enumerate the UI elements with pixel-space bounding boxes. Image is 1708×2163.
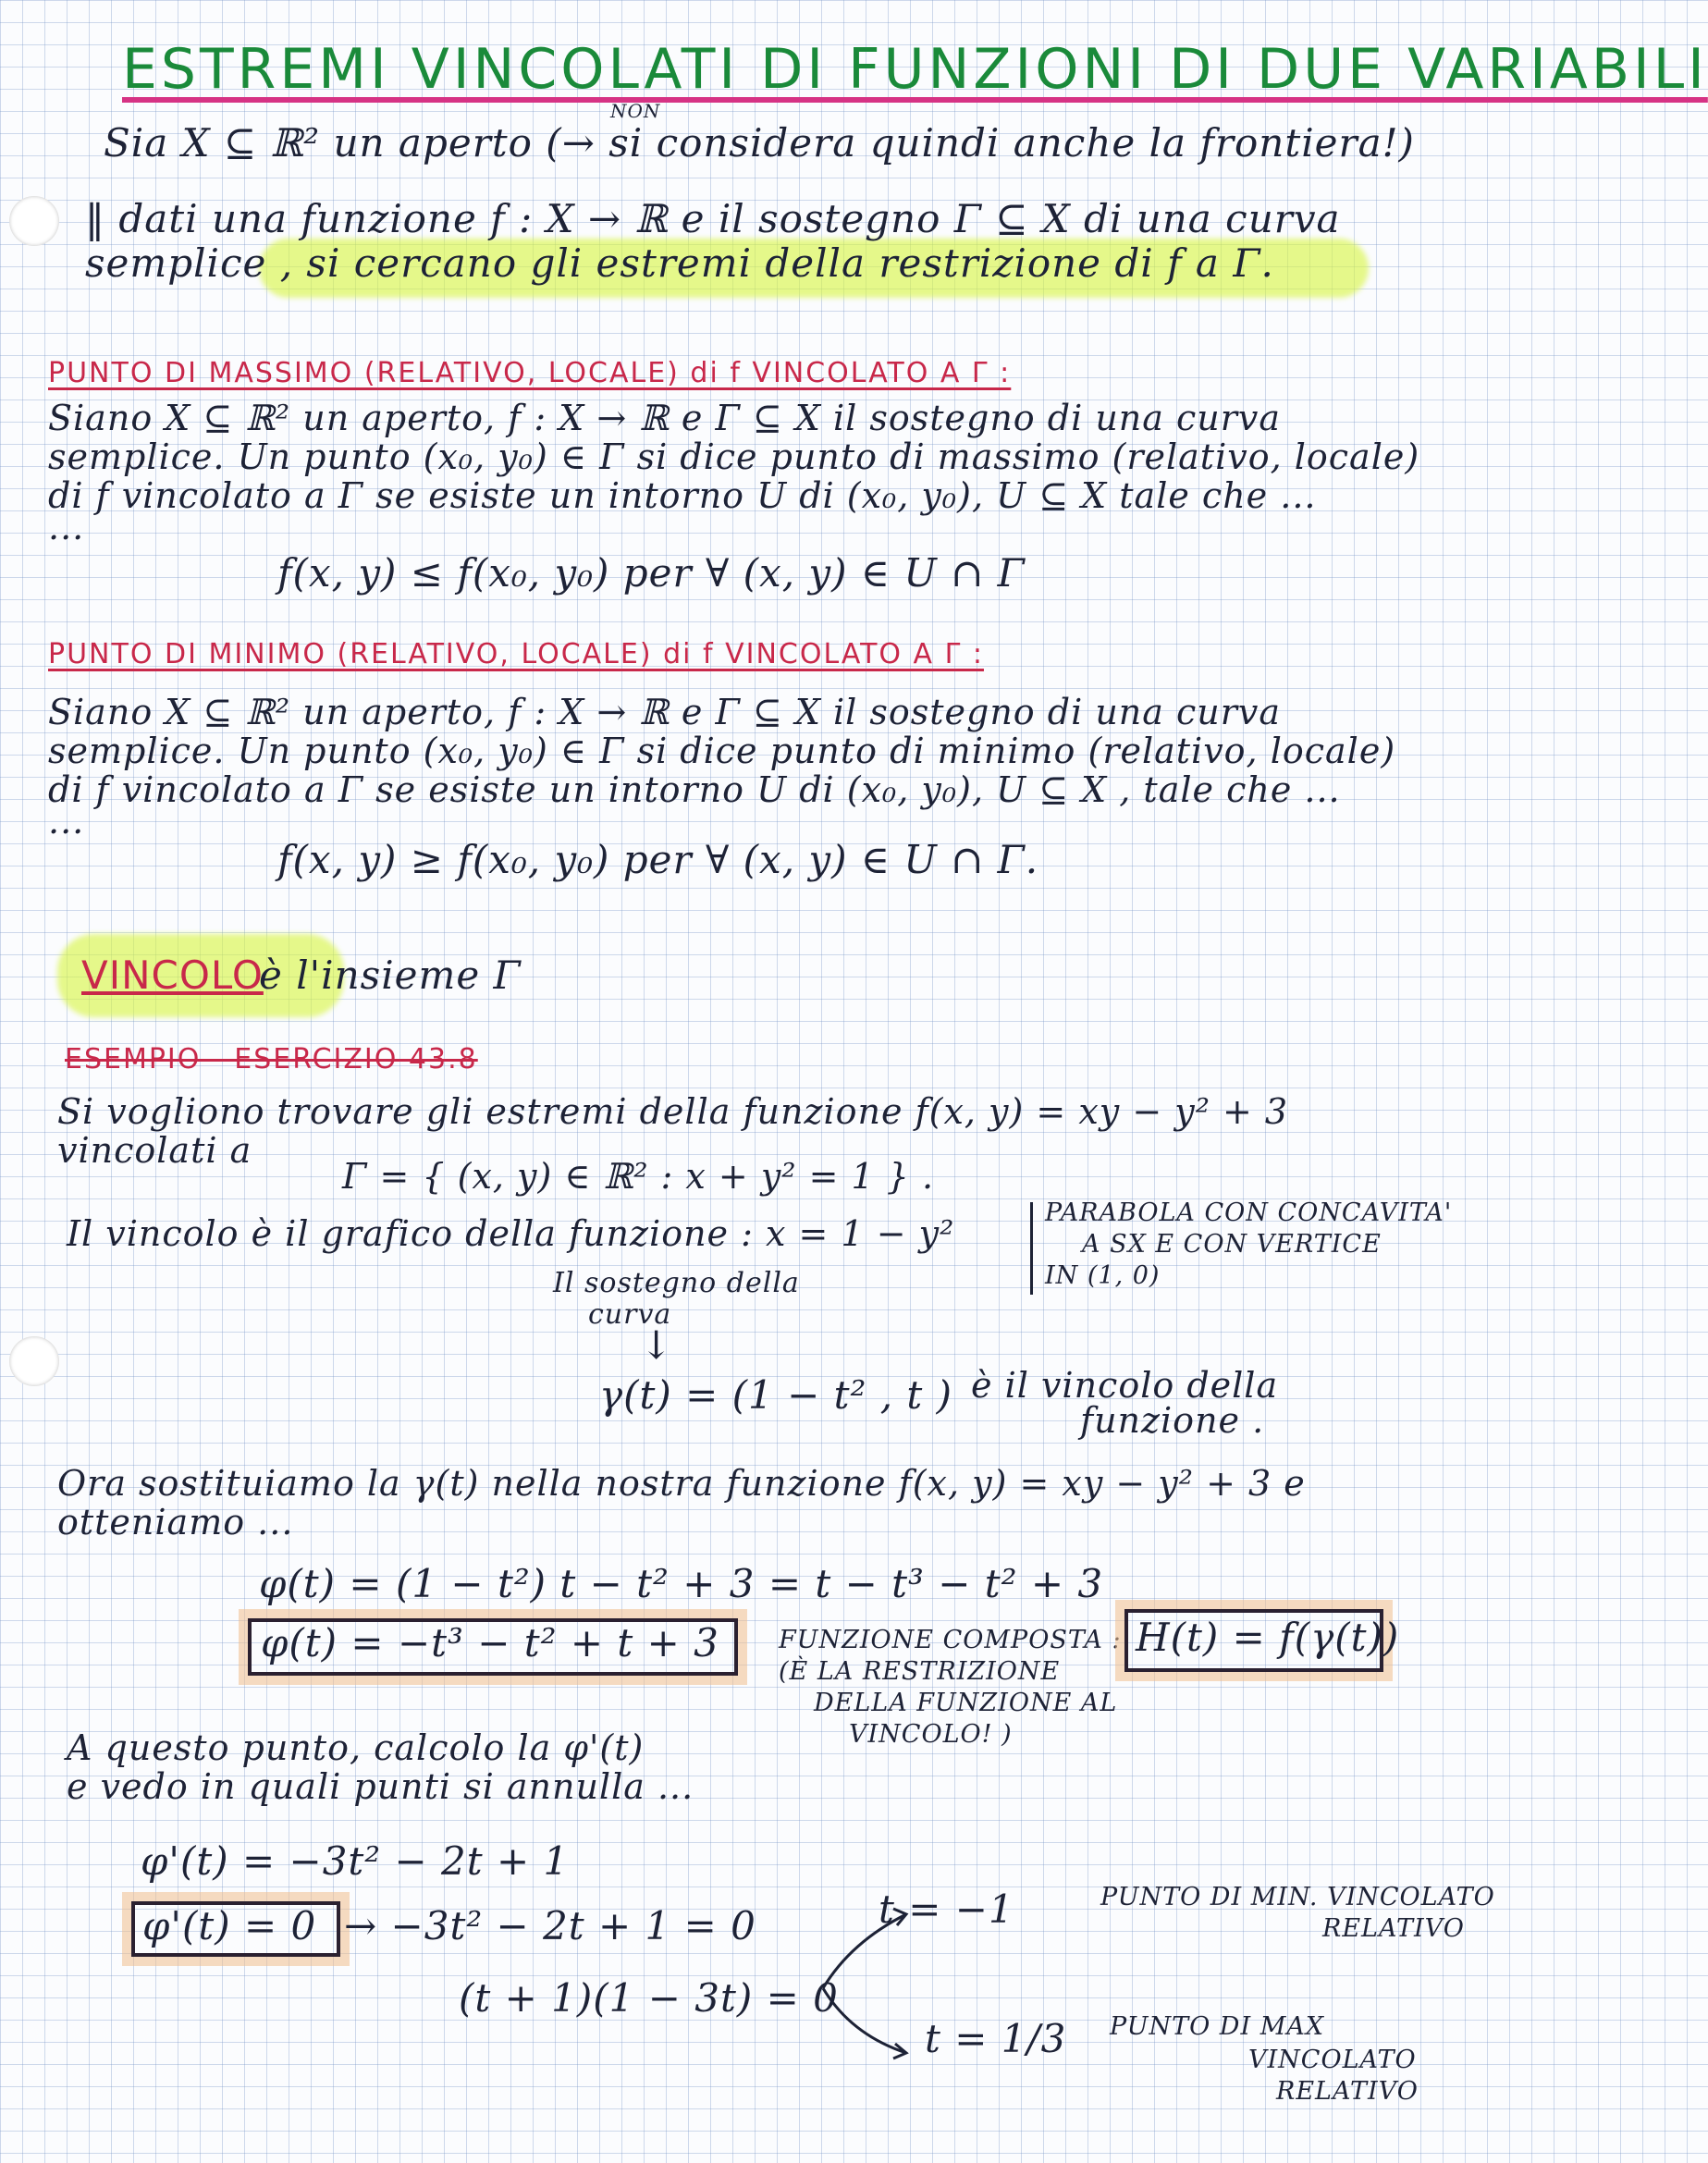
composition-formula: H(t) = f(γ(t)) xyxy=(1136,1615,1400,1660)
max-definition-heading: PUNTO DI MASSIMO (RELATIVO, LOCALE) di f VINCOLATO A Γ : xyxy=(48,357,1012,389)
derivative: φ'(t) = −3t² − 2t + 1 xyxy=(141,1838,570,1884)
non-annotation: NON xyxy=(610,100,661,122)
max-definition-line-2: semplice. Un punto (x₀, y₀) ∈ Γ si dice punto di massimo (relativo, locale) xyxy=(48,436,1420,477)
composition-note-2: (È LA RESTRIZIONE xyxy=(779,1657,1061,1686)
phi-result: φ(t) = −t³ − t² + t + 3 xyxy=(261,1620,719,1665)
intro-line-1: Sia X ⊆ ℝ² un aperto (→ si considera quindi anche la frontiera!) xyxy=(104,120,1415,166)
vincolo-definition: è l'insieme Γ xyxy=(259,952,522,998)
example-line-4: Ora sostituiamo la γ(t) nella nostra funzione f(x, y) = xy − y² + 3 e xyxy=(57,1463,1306,1504)
intro-line-2: ‖ dati una funzione f : X → ℝ e il sostegno Γ ⊆ X di una curva xyxy=(85,196,1341,241)
max-definition-formula: f(x, y) ≤ f(x₀, y₀) per ∀ (x, y) ∈ U ∩ Γ xyxy=(277,550,1026,596)
example-line-2b: Γ = { (x, y) ∈ ℝ² : x + y² = 1 } . xyxy=(342,1156,935,1197)
solution-t2: t = 1/3 xyxy=(925,2016,1067,2061)
binder-hole xyxy=(9,196,59,246)
binder-hole xyxy=(9,1336,59,1386)
composition-note-3: DELLA FUNZIONE AL xyxy=(814,1689,1118,1717)
min-definition-line-1: Siano X ⊆ ℝ² un aperto, f : X → ℝ e Γ ⊆ X il sostegno di una curva xyxy=(48,692,1282,732)
t2-note-1: PUNTO DI MAX xyxy=(1110,2012,1325,2041)
max-definition-line-1: Siano X ⊆ ℝ² un aperto, f : X → ℝ e Γ ⊆ X il sostegno di una curva xyxy=(48,398,1282,438)
down-arrow-icon: ↓ xyxy=(640,1322,674,1368)
example-line-2a: vincolati a xyxy=(57,1130,252,1171)
factored-equation: (t + 1)(1 − 3t) = 0 xyxy=(459,1975,839,2021)
page-title: ESTREMI VINCOLATI DI FUNZIONI DI DUE VARIABILI xyxy=(122,37,1708,102)
min-definition-formula: f(x, y) ≥ f(x₀, y₀) per ∀ (x, y) ∈ U ∩ Γ. xyxy=(277,837,1039,882)
example-line-3: Il vincolo è il grafico della funzione : x = 1 − y² xyxy=(67,1213,955,1254)
parabola-note-3: IN (1, 0) xyxy=(1045,1261,1161,1290)
example-line-5: otteniamo ... xyxy=(57,1502,294,1542)
support-note-1: Il sostegno della xyxy=(553,1267,800,1299)
parabola-note-1: PARABOLA CON CONCAVITA' xyxy=(1045,1198,1453,1227)
phi-expansion: φ(t) = (1 − t²) t − t² + 3 = t − t³ − t² + 3 xyxy=(259,1561,1104,1606)
composition-note-1: FUNZIONE COMPOSTA : xyxy=(779,1626,1122,1654)
zero-condition: φ'(t) = 0 xyxy=(142,1903,317,1948)
t2-note-2: VINCOLATO xyxy=(1248,2046,1417,2074)
min-definition-line-2: semplice. Un punto (x₀, y₀) ∈ Γ si dice punto di minimo (relativo, locale) xyxy=(48,731,1396,771)
t1-note-2: RELATIVO xyxy=(1322,1914,1465,1943)
example-line-7: e vedo in quali punti si annulla ... xyxy=(67,1766,694,1807)
intro-line-3: semplice , si cercano gli estremi della restrizione di f a Γ. xyxy=(85,240,1274,286)
zero-equation: → −3t² − 2t + 1 = 0 xyxy=(344,1903,756,1948)
t2-note-3: RELATIVO xyxy=(1276,2077,1419,2106)
max-definition-line-4: ... xyxy=(48,507,85,547)
solution-t1: t = −1 xyxy=(879,1886,1014,1932)
min-definition-heading: PUNTO DI MINIMO (RELATIVO, LOCALE) di f VINCOLATO A Γ : xyxy=(48,638,984,670)
support-note-2: curva xyxy=(588,1298,672,1331)
gamma-note-1: è il vincolo della xyxy=(971,1365,1279,1406)
composition-note-4: VINCOLO! ) xyxy=(849,1720,1013,1749)
example-line-1: Si vogliono trovare gli estremi della funzione f(x, y) = xy − y² + 3 xyxy=(57,1091,1289,1132)
t1-note-1: PUNTO DI MIN. VINCOLATO xyxy=(1100,1883,1495,1911)
min-definition-line-3: di f vincolato a Γ se esiste un intorno U di (x₀, y₀), U ⊆ X , tale che ... xyxy=(48,769,1341,810)
gamma-note-2: funzione . xyxy=(1080,1400,1265,1441)
side-note-bar xyxy=(1030,1202,1033,1295)
max-definition-line-3: di f vincolato a Γ se esiste un intorno U di (x₀, y₀), U ⊆ X tale che ... xyxy=(48,475,1317,516)
vincolo-term: VINCOLO xyxy=(81,952,264,998)
min-definition-line-4: ... xyxy=(48,801,85,842)
example-line-6: A questo punto, calcolo la φ'(t) xyxy=(67,1727,645,1768)
parabola-note-2: A SX E CON VERTICE xyxy=(1082,1230,1382,1259)
gamma-parametrization: γ(t) = (1 − t² , t ) xyxy=(599,1372,953,1418)
example-heading: ESEMPIO - ESERCIZIO 43.8 xyxy=(65,1043,478,1075)
